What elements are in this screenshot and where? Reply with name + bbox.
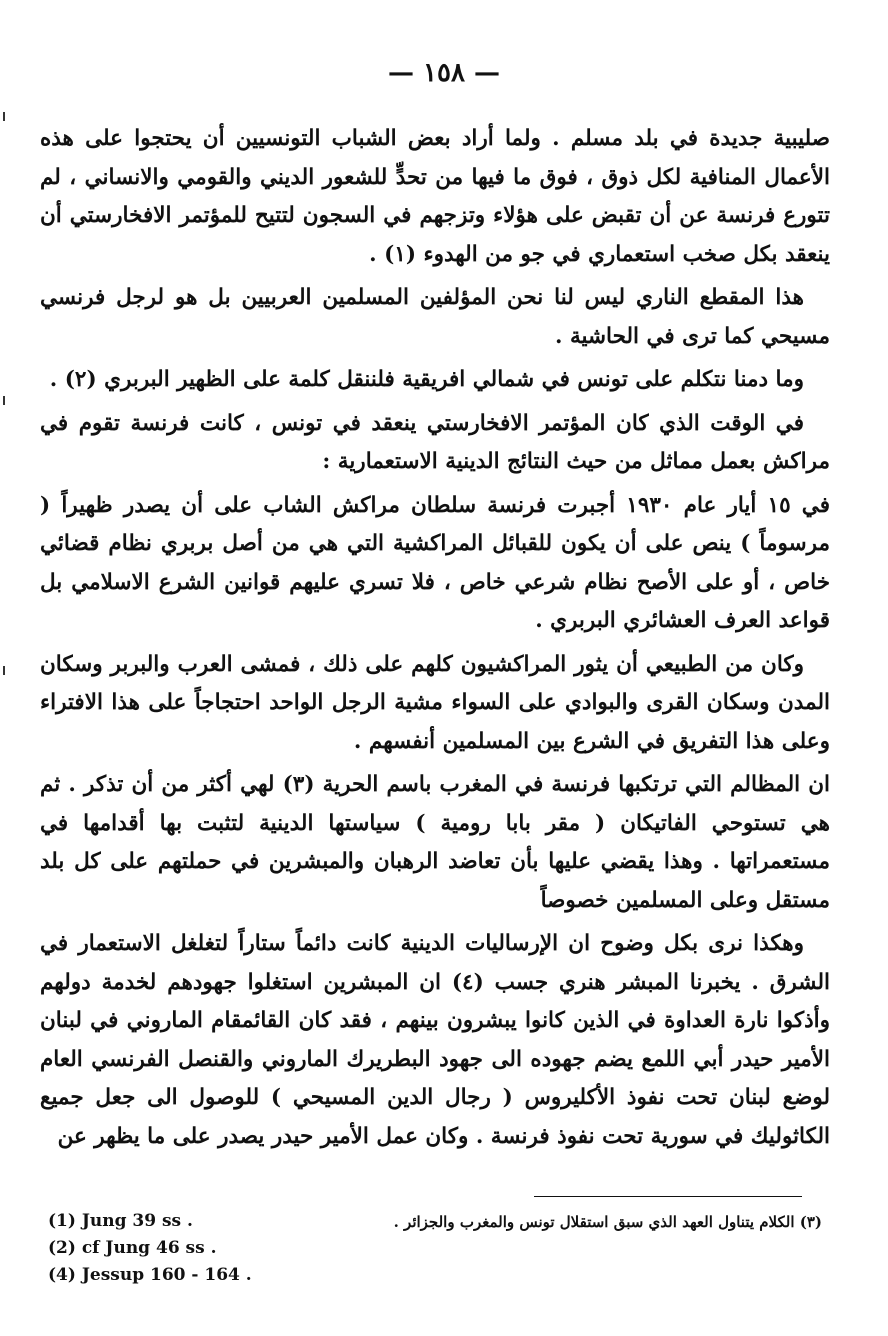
- footnote: (1) Jung 39 ss .: [48, 1211, 193, 1231]
- paragraph: في الوقت الذي كان المؤتمر الافخارستي ينعقد في تونس ، كانت فرنسة تقوم في مراكش بعمل مماثل من حيث النتائج الدينية الاستعمارية :: [40, 410, 830, 474]
- footnote-arabic: (٣) الكلام يتناول العهد الذي سبق استقلال تونس والمغرب والجزائر .: [393, 1213, 822, 1231]
- footnote-divider: [534, 1196, 802, 1197]
- paragraph: وهكذا نرى بكل وضوح ان الإرساليات الدينية كانت دائماً ستاراً لتغلغل الاستعمار في الشرق . يخبرنا المبشر هنري جسب (٤) ان المبشرين استغلوا جهودهم لخدمة دولهم وأذكوا نارة العداوة في الذين كانوا يبشرون بينهم ، فقد كان القائمقام الماروني في لبنان الأمير حيدر أبي اللمع يضم جهوده الى جهود البطريرك الماروني والقنصل الفرنسي العام لوضع لبنان تحت نفوذ الأكليروس ( رجال الدين المسيحي ) للوصول الى جعل جميع الكاثوليك في سورية تحت نفوذ فرنسة . وكان عمل الأمير حيدر يصدر على ما يظهر عن: [40, 931, 830, 1149]
- paragraph: وما دمنا نتكلم على تونس في شمالي افريقية فلننقل كلمة على الظهير البربري (٢) .: [49, 367, 804, 392]
- paragraph: صليبية جديدة في بلد مسلم . ولما أراد بعض الشباب التونسيين أن يحتجوا على هذه الأعمال المنافية لكل ذوق ، فوق ما فيها من تحدٍّ للشعور الديني والقومي والانساني ، لم تتورع فرنسة عن أن تقبض على هؤلاء وتزجهم في السجون لتتيح للمؤتمر الافخارستي أن ينعقد بكل صخب استعماري في جو من الهدوء (١) .: [40, 126, 830, 267]
- margin-mark: [3, 396, 5, 405]
- paragraph: ان المظالم التي ترتكبها فرنسة في المغرب باسم الحرية (٣) لهي أكثر من أن تذكر . ثم هي تستوحي الفاتيكان ( مقر بابا رومية ) سياستها الدينية لتثبت بها أقدامها في مستعمراتها . وهذا يقضي عليها بأن تعاضد الرهبان والمبشرين في حملتهم على كل بلد مستقل وعلى المسلمين خصوصاً: [40, 772, 830, 913]
- paragraph: وكان من الطبيعي أن يثور المراكشيون كلهم على ذلك ، فمشى العرب والبربر وسكان المدن وسكان القرى والبوادي على السواء مشية الرجل الواحد احتجاجاً على هذا الافتراء وعلى هذا التفريق في الشرع بين المسلمين أنفسهم .: [40, 651, 830, 754]
- margin-mark: [3, 112, 5, 121]
- body-text: [40, 120, 830, 1161]
- margin-mark: [3, 666, 5, 675]
- footnotes-latin: [48, 1208, 308, 1289]
- page-number: — ١٥٨ —: [387, 58, 501, 88]
- paragraph: هذا المقطع الناري ليس لنا نحن المؤلفين المسلمين العربيين بل هو لرجل فرنسي مسيحي كما ترى في الحاشية .: [40, 285, 830, 349]
- footnote: (2) cf Jung 46 ss .: [48, 1238, 217, 1258]
- footnote: (4) Jessup 160 - 164 .: [48, 1265, 252, 1285]
- paragraph: في ١٥ أيار عام ١٩٣٠ أجبرت فرنسة سلطان مراكش الشاب على أن يصدر ظهيراً ( مرسوماً ) ينص على أن يكون للقبائل المراكشية التي هي من أصل بربري نظام قضائي خاص ، أو على الأصح نظام شرعي خاص ، فلا تسري عليهم قوانين الشرع الاسلامي بل قواعد العرف العشائري البربري .: [40, 492, 830, 633]
